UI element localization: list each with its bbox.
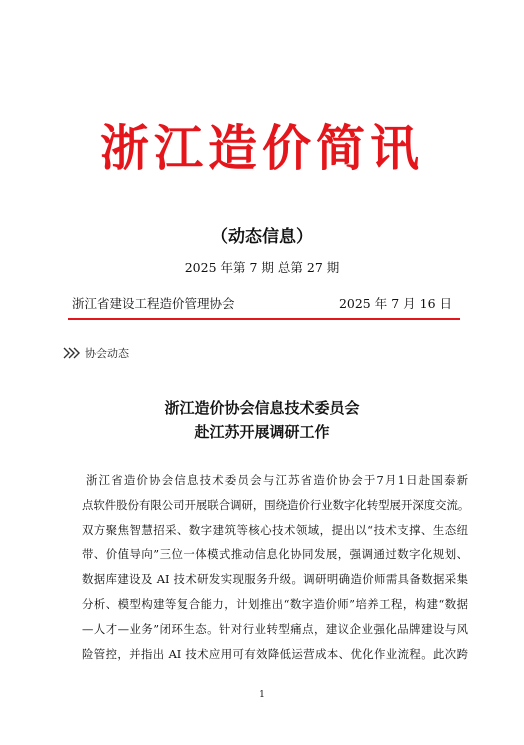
- issue-number: 2025 年第 7 期 总第 27 期: [184, 260, 340, 275]
- publish-date: 2025 年 7 月 16 日: [338, 296, 452, 311]
- article-title-line: 赴江苏开展调研工作: [194, 423, 330, 441]
- masthead-title: 浙江造价简讯: [99, 119, 424, 177]
- body-line: 浙江省造价协会信息技术委员会与江苏省造价协会于7月1日赴国泰新: [86, 473, 468, 487]
- body-line: 分析、模型构建等复合能力，计划推出“数字造价师”培养工程，构建“数据: [82, 596, 468, 611]
- page-number: 1: [259, 690, 265, 700]
- article-title: [0, 396, 524, 444]
- article-title-line: 浙江造价协会信息技术委员会: [164, 399, 360, 417]
- body-line: 险管控，并指出 AI 技术应用可有效降低运营成本、优化作业流程。此次跨: [82, 646, 468, 661]
- publisher-name: 浙江省建设工程造价管理协会: [72, 296, 235, 311]
- section-label: 协会动态: [85, 347, 129, 360]
- body-line: 带、价值导向”三位一体模式推动信息化协同发展，强调通过数字化规划、: [82, 547, 468, 562]
- article-body: [82, 468, 468, 666]
- body-line: 双方聚焦智慧招采、数字建筑等核心技术领域，提出以“技术支撑、生态纽: [82, 522, 468, 537]
- double-chevron-right-icon: [62, 347, 82, 359]
- body-line: 数据库建设及 AI 技术研发实现服务升级。调研明确造价师需具备数据采集: [82, 572, 468, 587]
- body-line: —人才—业务”闭环生态。针对行业转型痛点，建议企业强化品牌建设与风: [82, 621, 468, 636]
- red-divider: [68, 318, 460, 320]
- body-line: 点软件股份有限公司开展联合调研，围绕造价行业数字化转型展开深度交流。: [82, 497, 470, 512]
- publisher-line: [72, 294, 456, 314]
- bulletin-subtitle: （动态信息）: [211, 227, 313, 247]
- section-tag: [62, 345, 129, 361]
